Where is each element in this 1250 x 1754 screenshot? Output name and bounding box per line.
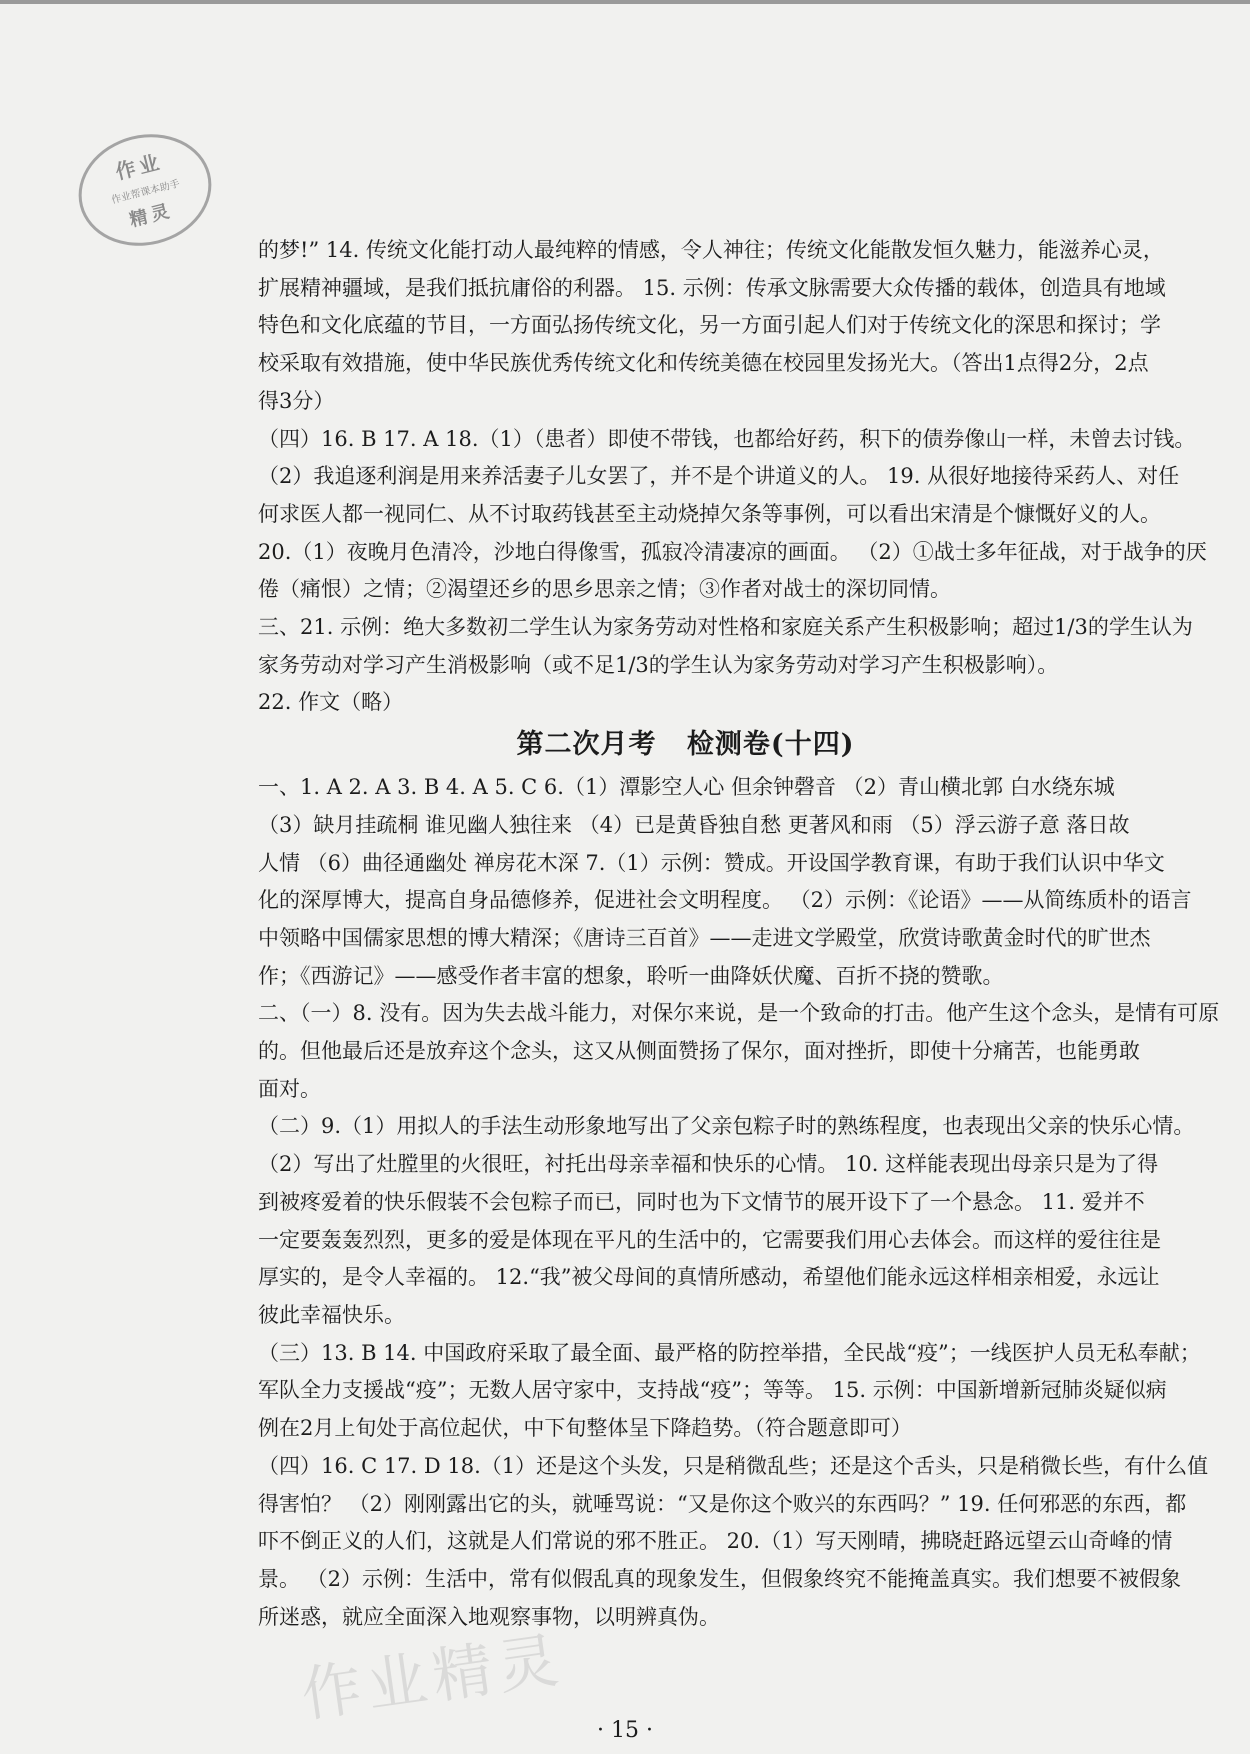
text-line: （3）缺月挂疏桐 谁见幽人独往来 （4）已是黄昏独自愁 更著风和雨 （5）浮云游子意 落日故: [258, 812, 1130, 837]
watermark: 作业精灵: [297, 1624, 569, 1731]
stamp-logo: [67, 120, 224, 259]
text-line: 吓不倒正义的人们，这就是人们常说的邪不胜正。 20.（1）写天刚晴，拂晓赶路远望云山奇峰的情: [258, 1529, 1173, 1554]
text-line: （2）写出了灶膛里的火很旺，衬托出母亲幸福和快乐的心情。 10. 这样能表现出母亲只是为了得: [258, 1152, 1159, 1177]
text-line: 何求医人都一视同仁、从不讨取药钱甚至主动烧掉欠条等事例，可以看出宋清是个慷慨好义的人。: [258, 501, 1161, 526]
text-line: （三）13. B 14. 中国政府采取了最全面、最严格的防控举措，全民战“疫”；一线医护人员无私奉献；: [258, 1340, 1201, 1365]
stamp-middle-text: 作业帮课本助手: [110, 178, 181, 207]
text-line: 得3分）: [258, 388, 335, 413]
text-line: 家务劳动对学习产生消极影响（或不足1/3的学生认为家务劳动对学习产生积极影响）。: [258, 652, 1059, 677]
text-line: 的。但他最后还是放弃这个念头，这又从侧面赞扬了保尔，面对挫折，即使十分痛苦，也能勇敢: [258, 1039, 1140, 1064]
text-line: 得害怕？ （2）刚刚露出它的头，就唾骂说：“又是你这个败兴的东西吗？” 19. 任何邪恶的东西，都: [258, 1491, 1187, 1516]
text-line: 化的深厚博大，提高自身品德修养，促进社会文明程度。 （2）示例：《论语》——从简练质朴的语言: [258, 888, 1192, 913]
text-line: 一定要轰轰烈烈，更多的爱是体现在平凡的生活中的，它需要我们用心去体会。而这样的爱往往是: [258, 1227, 1161, 1252]
section-title-right: 检测卷(十四): [686, 729, 855, 761]
top-border: [0, 0, 1250, 4]
text-line: 人情 （6）曲径通幽处 禅房花木深 7.（1）示例：赞成。开设国学教育课，有助于我们认识中华文: [258, 850, 1165, 875]
answer-content: [258, 232, 1220, 1636]
text-line: （四）16. C 17. D 18.（1）还是这个头发，只是稍微乱些；还是这个舌头，只是稍微长些，有什么值: [258, 1453, 1209, 1478]
text-line: 二、（一）8. 没有。因为失去战斗能力，对保尔来说，是一个致命的打击。他产生这个念头，是情有可原: [258, 1001, 1220, 1026]
text-line: 面对。: [258, 1076, 321, 1101]
text-line: 特色和文化底蕴的节目，一方面弘扬传统文化，另一方面引起人们对于传统文化的深思和探讨；学: [258, 313, 1161, 338]
text-line: （二）9.（1）用拟人的手法生动形象地写出了父亲包粽子时的熟练程度，也表现出父亲的快乐心情。: [258, 1114, 1195, 1139]
text-line: 到被疼爱着的快乐假装不会包粽子而已，同时也为下文情节的展开设下了一个悬念。 11. 爱并不: [258, 1189, 1145, 1214]
text-line: 三、21. 示例：绝大多数初二学生认为家务劳动对性格和家庭关系产生积极影响；超过1/3的学生认为: [258, 615, 1193, 640]
page-number: · 15 ·: [597, 1718, 653, 1743]
text-line: 一、1. A 2. A 3. B 4. A 5. C 6.（1）潭影空人心 但余钟磬音 （2）青山横北郭 白水绕东城: [258, 775, 1115, 800]
text-line: 20.（1）夜晚月色清冷，沙地白得像雪，孤寂冷清凄凉的画面。 （2）①战士多年征战，对于战争的厌: [258, 539, 1207, 564]
text-line: 中领略中国儒家思想的博大精深；《唐诗三百首》——走进文学殿堂，欣赏诗歌黄金时代的旷世杰: [258, 925, 1151, 950]
text-line: 所迷惑，就应全面深入地观察事物，以明辨真伪。: [258, 1604, 720, 1629]
section-title: [258, 724, 1113, 766]
text-line: 校采取有效措施，使中华民族优秀传统文化和传统美德在校园里发扬光大。（答出1点得2分，2点: [258, 351, 1149, 376]
text-line: （2）我追逐利润是用来养活妻子儿女罢了，并不是个讲道义的人。 19. 从很好地接待采药人、对任: [258, 464, 1180, 489]
text-line: 扩展精神疆域，是我们抵抗庸俗的利器。 15. 示例：传承文脉需要大众传播的载体，创造具有地域: [258, 275, 1166, 300]
text-line: 的梦!” 14. 传统文化能打动人最纯粹的情感，令人神往；传统文化能散发恒久魅力，能滋养心灵，: [258, 238, 1164, 262]
text-line: 倦（痛恨）之情；②渴望还乡的思乡思亲之情；③作者对战士的深切同情。: [258, 577, 951, 602]
stamp-top-text: 作业: [113, 149, 166, 185]
text-line: （四）16. B 17. A 18.（1）（患者）即使不带钱，也都给好药，积下的债券像山一样，未曾去讨钱。: [258, 426, 1196, 451]
text-line: 22. 作文（略）: [258, 690, 404, 715]
text-line: 景。 （2）示例：生活中，常有似假乱真的现象发生，但假象终究不能掩盖真实。我们想要不被假象: [258, 1566, 1182, 1591]
section-title-left: 第二次月考: [516, 729, 657, 761]
text-line: 作；《西游记》——感受作者丰富的想象，聆听一曲降妖伏魔、百折不挠的赞歌。: [258, 963, 1004, 988]
text-line: 例在2月上旬处于高位起伏，中下旬整体呈下降趋势。（符合题意即可）: [258, 1416, 912, 1441]
text-line: 厚实的，是令人幸福的。 12.“我”被父母间的真情所感动，希望他们能永远这样相亲相爱，永远让: [258, 1265, 1160, 1290]
text-line: 军队全力支援战“疫”；无数人居守家中，支持战“疫”；等等。 15. 示例：中国新增新冠肺炎疑似病: [258, 1378, 1167, 1403]
stamp-bottom-text: 精灵: [127, 200, 176, 232]
text-line: 彼此幸福快乐。: [258, 1302, 405, 1327]
